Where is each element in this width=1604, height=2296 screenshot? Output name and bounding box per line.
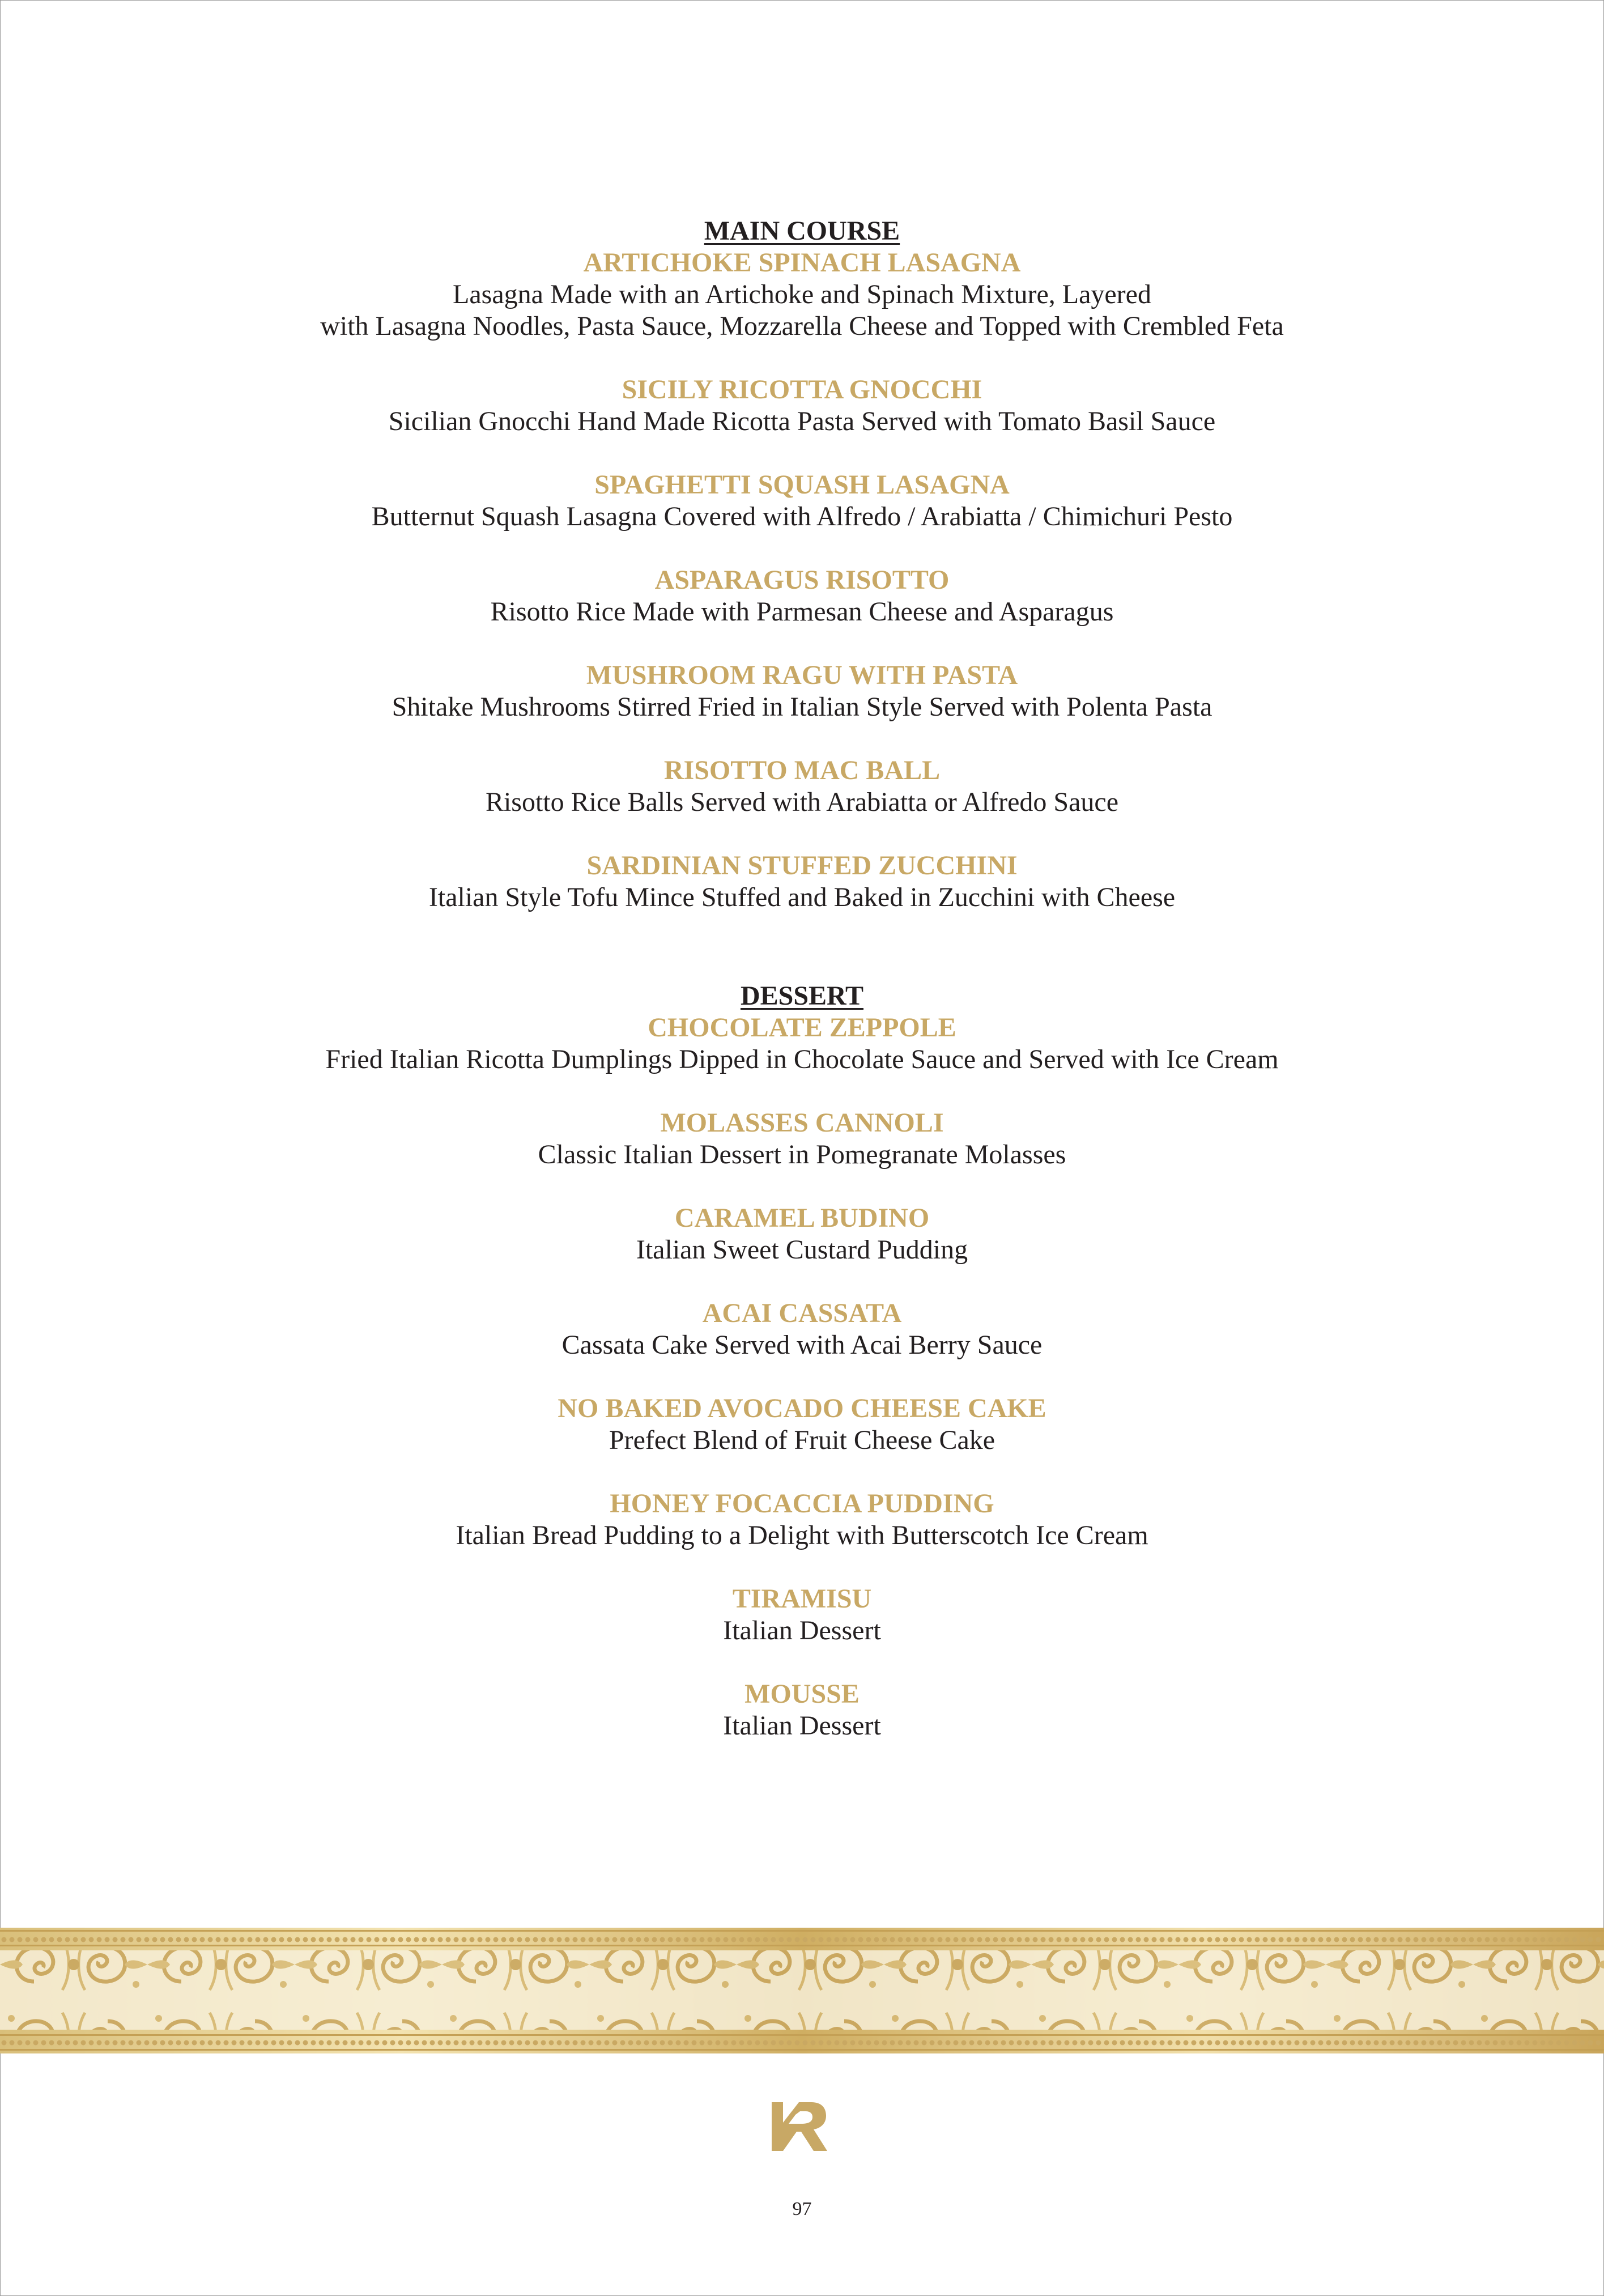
menu-item [0, 755, 1604, 818]
menu-item [0, 1298, 1604, 1361]
menu-item-title: MUSHROOM RAGU WITH PASTA [586, 660, 1018, 690]
menu-item [0, 247, 1604, 342]
logo-text: KR [769, 2100, 771, 2101]
menu-item-title: SPAGHETTI SQUASH LASAGNA [594, 470, 1010, 500]
menu-item [0, 1012, 1604, 1075]
menu-item-title: MOLASSES CANNOLI [660, 1108, 944, 1138]
menu-item-description: Italian Dessert [723, 1711, 881, 1741]
menu-item-description: Fried Italian Ricotta Dumplings Dipped in Chocolate Sauce and Served with Ice Cream [325, 1044, 1279, 1074]
menu-item-description: Italian Dessert [723, 1615, 881, 1646]
menu-item [0, 374, 1604, 437]
menu-item-title: HONEY FOCACCIA PUDDING [610, 1489, 994, 1519]
page-number: 97 [792, 2199, 812, 2220]
menu-item-description: Lasagna Made with an Artichoke and Spinach Mixture, Layered with Lasagna Noodles, Pasta Sauce, Mozzarella Cheese and Topped with Crembled Feta [320, 279, 1284, 341]
menu-item [0, 1202, 1604, 1266]
menu-item-description: Cassata Cake Served with Acai Berry Sauce [561, 1330, 1043, 1360]
menu-item-title: TIRAMISU [732, 1584, 872, 1614]
menu-item-description: Sicilian Gnocchi Hand Made Ricotta Pasta Served with Tomato Basil Sauce [388, 406, 1216, 436]
menu-item-title: NO BAKED AVOCADO CHEESE CAKE [558, 1393, 1046, 1423]
menu-item [0, 850, 1604, 913]
menu-item [0, 1583, 1604, 1647]
menu-item-description: Shitake Mushrooms Stirred Fried in Italian Style Served with Polenta Pasta [392, 692, 1212, 722]
section-heading-dessert: DESSERT [740, 981, 864, 1011]
menu-item [0, 469, 1604, 533]
gold-paisley-border [0, 1928, 1604, 2053]
menu-item-description: Butternut Squash Lasagna Covered with Alfredo / Arabiatta / Chimichuri Pesto [371, 501, 1233, 532]
menu-item [0, 564, 1604, 628]
menu-item-title: RISOTTO MAC BALL [663, 755, 941, 785]
menu-item-description: Prefect Blend of Fruit Cheese Cake [609, 1425, 995, 1455]
menu-item-description: Italian Sweet Custard Pudding [636, 1235, 968, 1265]
dessert-section [0, 980, 1604, 1774]
menu-item-title: CARAMEL BUDINO [674, 1203, 930, 1233]
menu-item-title: ASPARAGUS RISOTTO [654, 565, 950, 595]
menu-item [0, 1678, 1604, 1742]
section-heading-main-course: MAIN COURSE [704, 216, 900, 246]
menu-item-description: Classic Italian Dessert in Pomegranate Molasses [538, 1140, 1066, 1170]
menu-item-description: Italian Style Tofu Mince Stuffed and Baked in Zucchini with Cheese [428, 882, 1176, 912]
menu-item-title: ACAI CASSATA [702, 1298, 902, 1328]
kr-monogram-logo-icon [769, 2100, 828, 2153]
menu-item-title: SICILY RICOTTA GNOCCHI [622, 375, 982, 405]
menu-item [0, 1488, 1604, 1551]
menu-item [0, 1107, 1604, 1171]
menu-item-title: CHOCOLATE ZEPPOLE [648, 1013, 956, 1043]
menu-item-description: Italian Bread Pudding to a Delight with Butterscotch Ice Cream [456, 1520, 1148, 1550]
menu-item [0, 1393, 1604, 1456]
menu-item [0, 660, 1604, 723]
menu-item-title: MOUSSE [744, 1679, 860, 1709]
main-course-section [0, 215, 1604, 945]
menu-item-description: Risotto Rice Balls Served with Arabiatta or Alfredo Sauce [485, 787, 1119, 817]
menu-item-title: SARDINIAN STUFFED ZUCCHINI [586, 851, 1018, 881]
menu-item-description: Risotto Rice Made with Parmesan Cheese and Asparagus [490, 597, 1114, 627]
menu-item-title: ARTICHOKE SPINACH LASAGNA [583, 248, 1021, 278]
